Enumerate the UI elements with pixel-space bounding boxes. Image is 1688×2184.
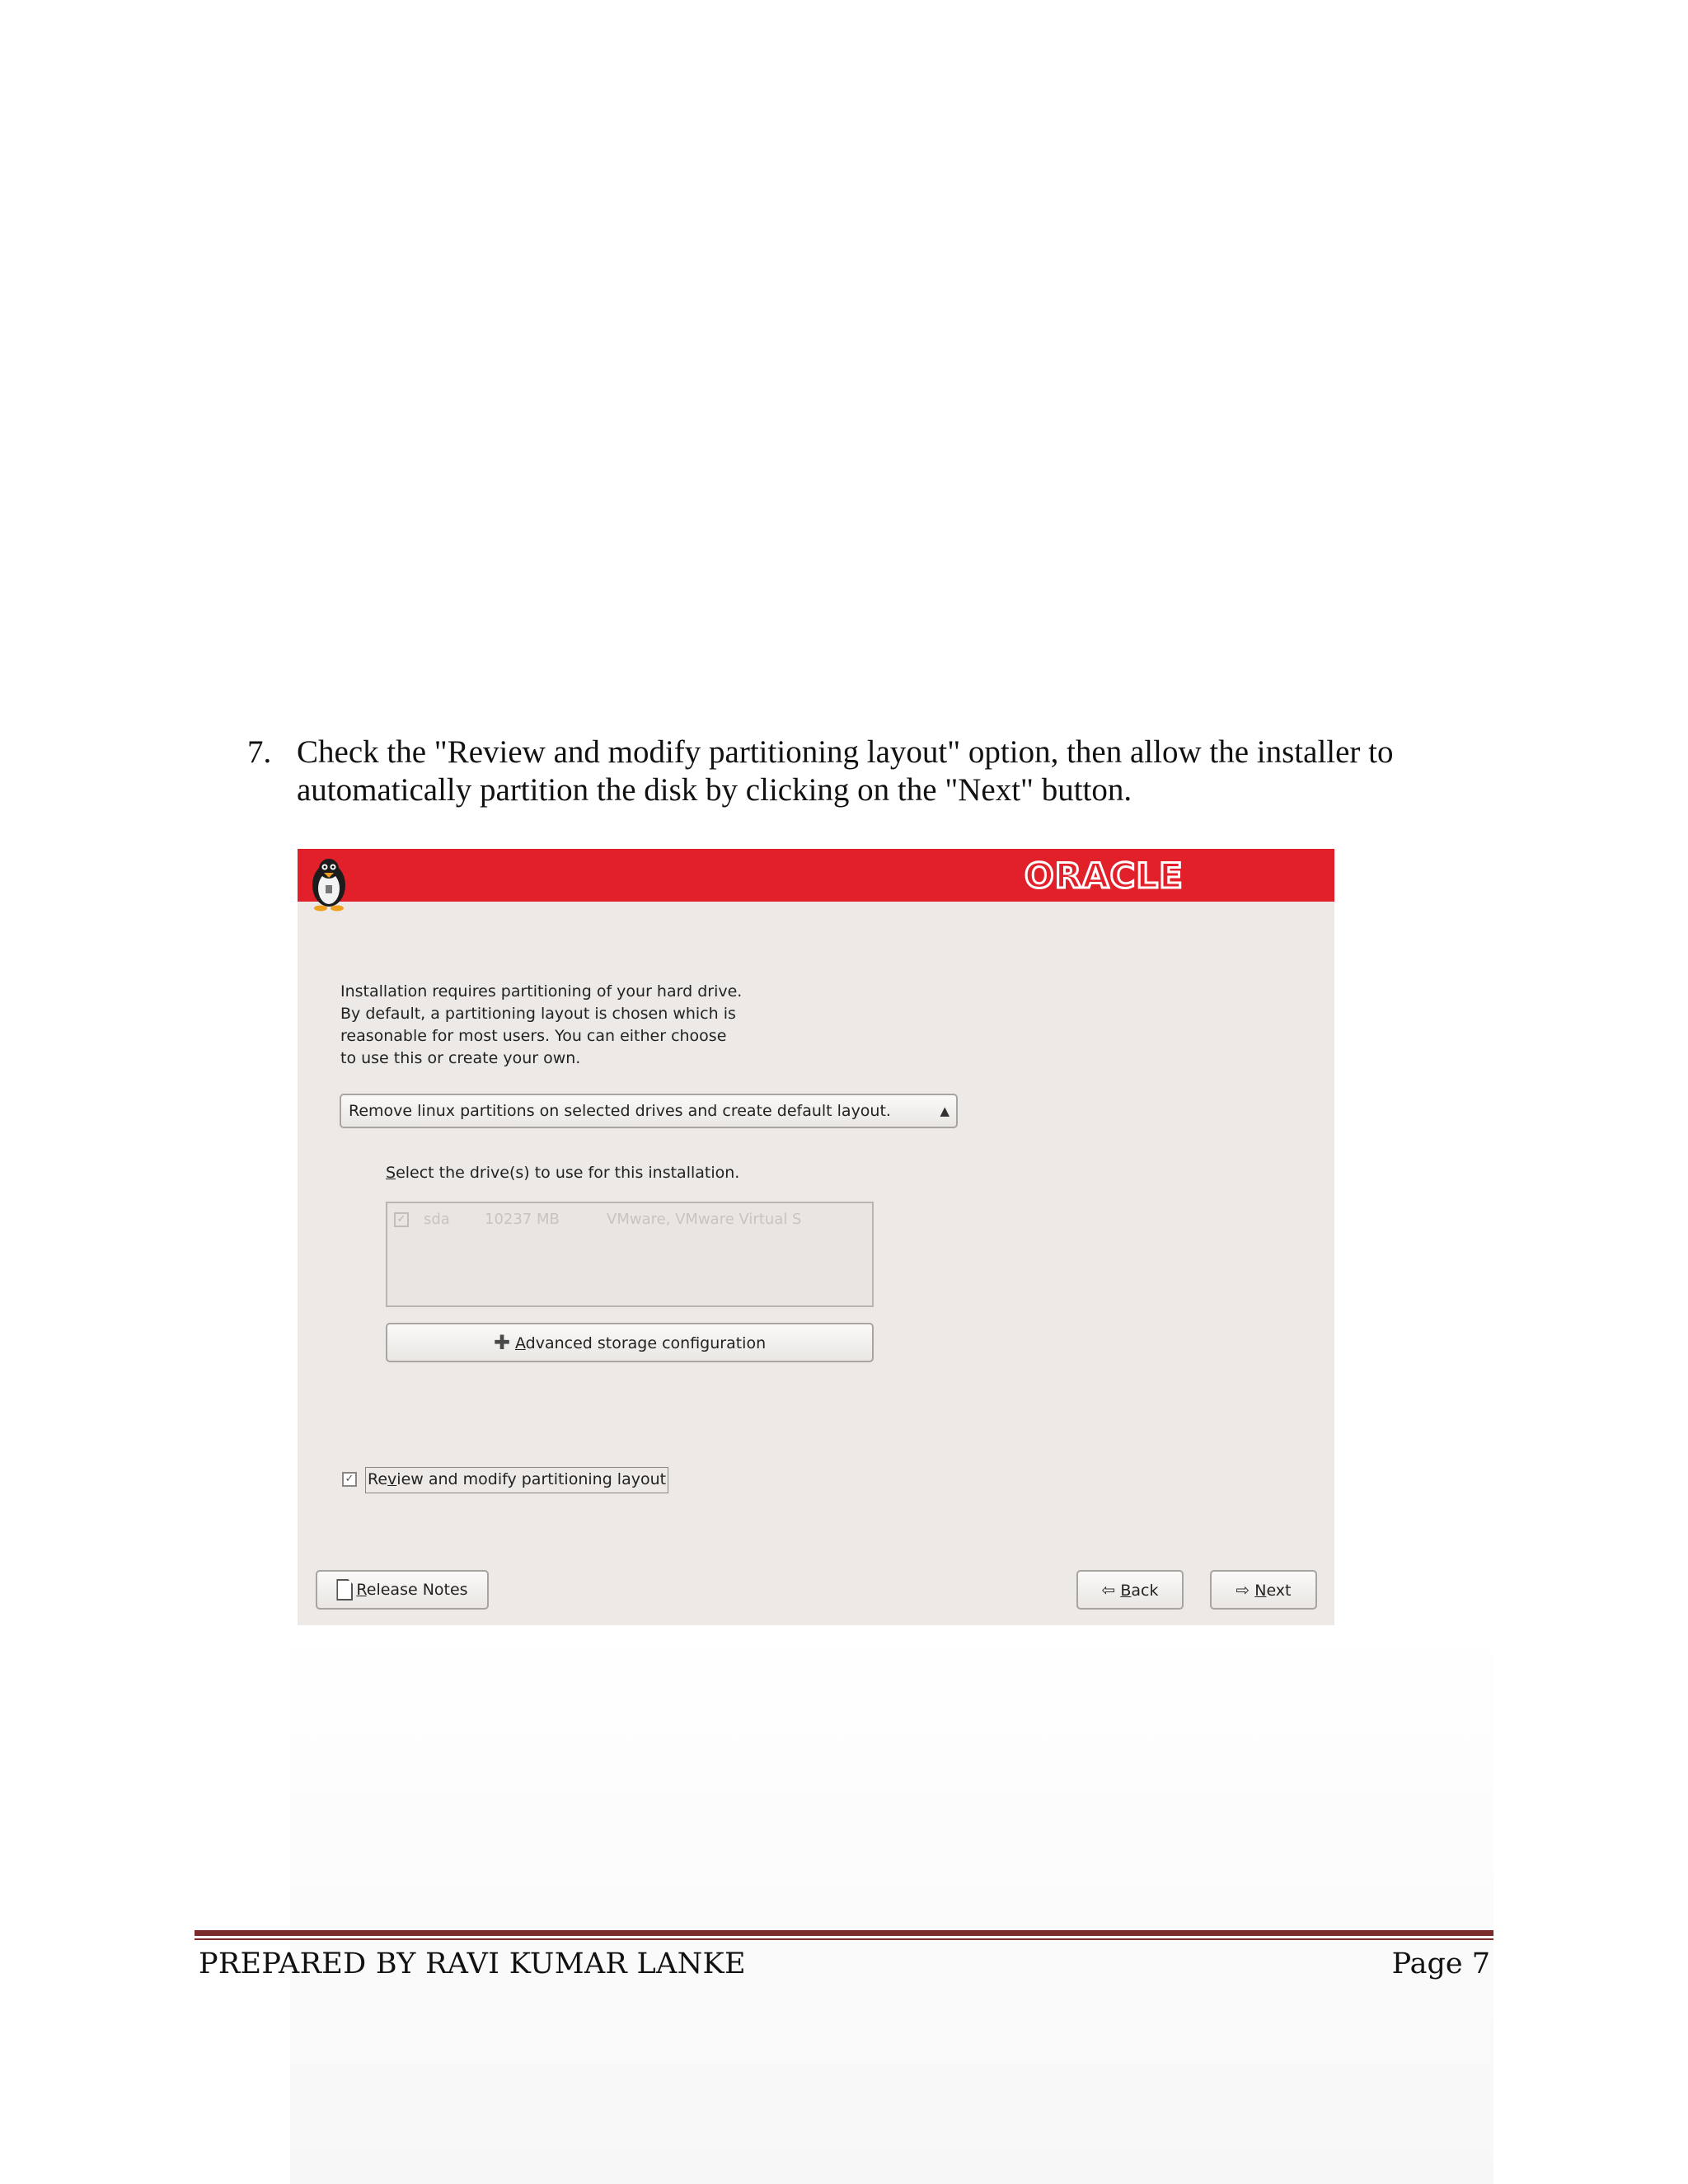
drive-checkbox[interactable]: ✓ [394, 1212, 409, 1227]
back-button[interactable] [1076, 1570, 1184, 1610]
release-notes-label: elease Notes [366, 1581, 468, 1599]
next-label: ext [1266, 1582, 1292, 1600]
drive-list[interactable] [386, 1202, 874, 1307]
oracle-logo-text: ORACLE [1025, 857, 1184, 893]
back-label: ack [1131, 1582, 1159, 1600]
oracle-logo [1023, 857, 1237, 893]
review-label-suffix: iew and modify partitioning layout [396, 1470, 667, 1488]
footer-page-number: Page 7 [1391, 1947, 1490, 1980]
drive-select-label-text: elect the drive(s) to use for this installation. [396, 1164, 740, 1182]
drive-size: 10237 MB [485, 1211, 560, 1228]
mnemonic: v [387, 1470, 397, 1488]
intro-line: reasonable for most users. You can either choose [340, 1027, 727, 1045]
mnemonic: R [356, 1581, 367, 1599]
plus-icon: ✚ [493, 1331, 510, 1354]
step-number: 7. [247, 734, 272, 770]
document-icon [336, 1579, 353, 1601]
footer-rule-thin [195, 1938, 1493, 1940]
step-text [297, 733, 1484, 809]
oracle-banner [298, 849, 1334, 902]
partition-layout-value: Remove linux partitions on selected drives and create default layout. [349, 1102, 891, 1120]
page-shade [290, 1624, 1493, 2184]
advanced-storage-label: dvanced storage configuration [525, 1334, 767, 1352]
updown-arrows-icon: ▲ [940, 1104, 950, 1118]
step-line-2: automatically partition the disk by clicking on the "Next" button. [297, 772, 1132, 808]
drive-select-label [386, 1164, 739, 1182]
step-line-1: Check the "Review and modify partitioning layout" option, then allow the installer to [297, 734, 1394, 770]
partition-layout-select[interactable] [340, 1094, 958, 1128]
intro-line: to use this or create your own. [340, 1049, 581, 1067]
footer-rule [195, 1930, 1493, 1936]
footer-author: PREPARED BY RAVI KUMAR LANKE [199, 1947, 746, 1980]
next-button[interactable] [1210, 1570, 1317, 1610]
review-label-prefix: Re [368, 1470, 388, 1488]
review-checkbox[interactable]: ✓ [342, 1472, 357, 1487]
mnemonic: B [1120, 1582, 1132, 1600]
release-notes-button[interactable] [316, 1570, 489, 1610]
review-checkbox-label[interactable] [365, 1467, 668, 1493]
drive-name: sda [424, 1211, 450, 1228]
penguin-logo-icon [306, 852, 352, 912]
intro-line: By default, a partitioning layout is chosen which is [340, 1005, 736, 1023]
installer-screenshot [298, 849, 1334, 1625]
intro-line: Installation requires partitioning of your hard drive. [340, 982, 743, 1001]
mnemonic: N [1254, 1582, 1267, 1600]
mnemonic: S [386, 1164, 396, 1182]
advanced-storage-button[interactable] [386, 1323, 874, 1362]
drive-model: VMware, VMware Virtual S [607, 1211, 802, 1228]
intro-text [340, 981, 802, 1070]
next-arrow-icon: ⇨ [1236, 1580, 1250, 1600]
mnemonic: A [514, 1334, 526, 1352]
back-arrow-icon: ⇦ [1101, 1580, 1116, 1600]
